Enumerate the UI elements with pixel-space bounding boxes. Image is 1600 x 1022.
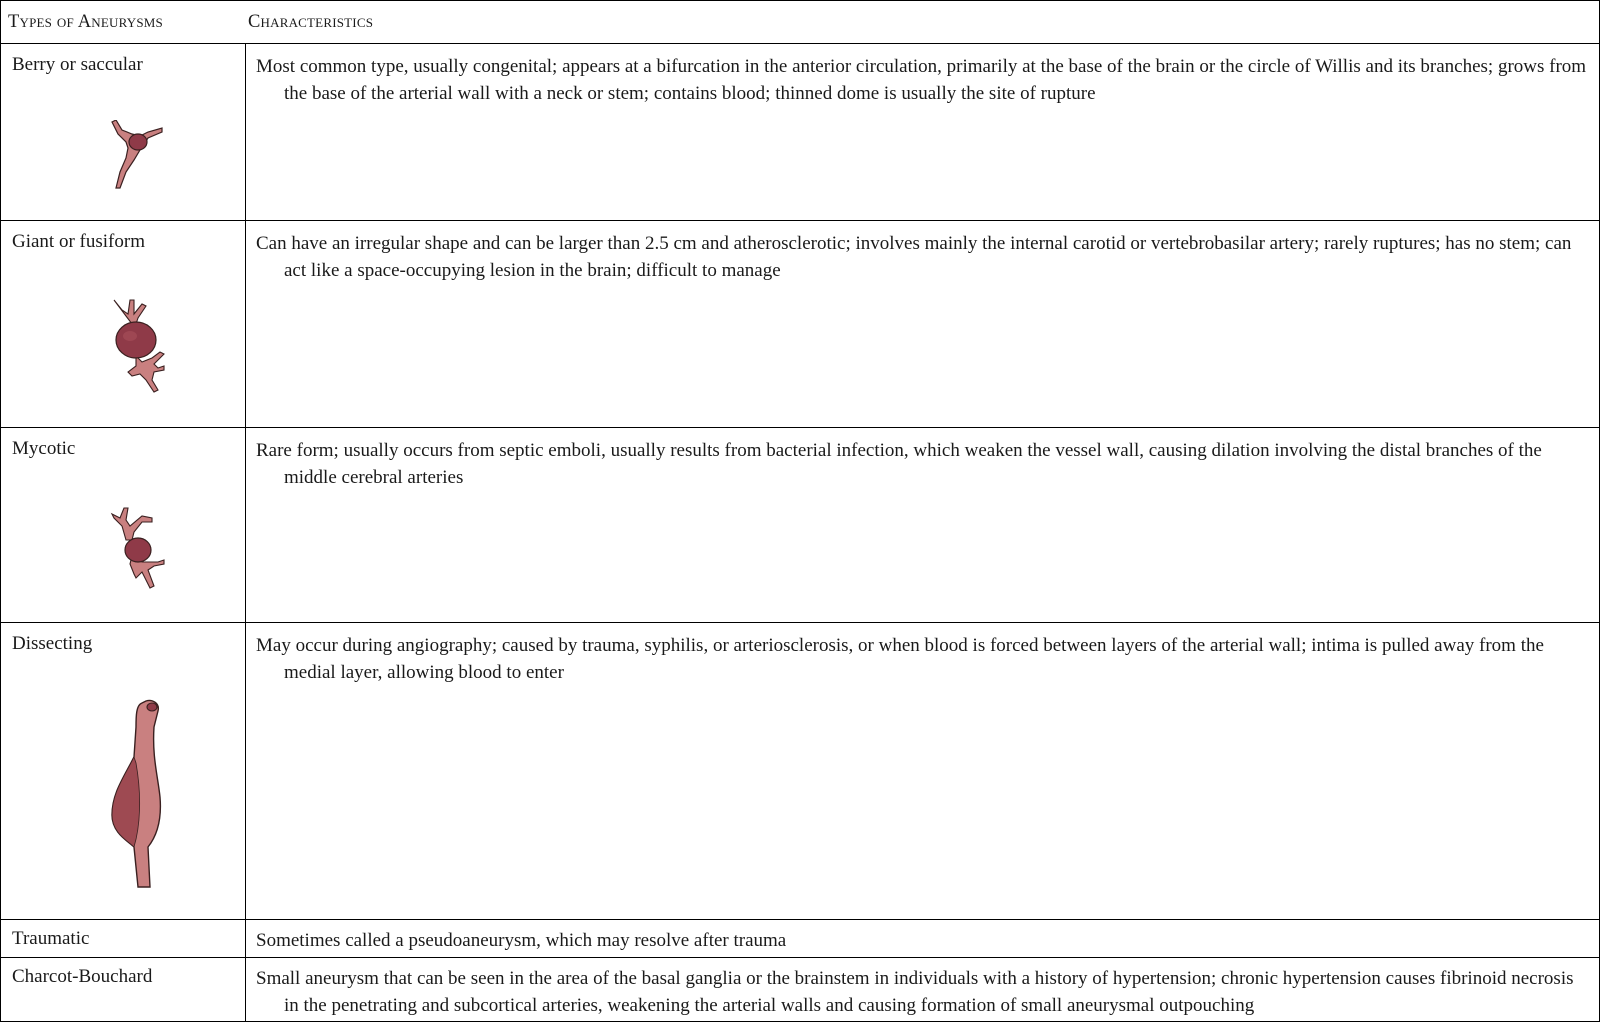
type-characteristics: May occur during angiography; caused by trauma, syphilis, or arteriosclerosis, or when blood is forced between layers of the arterial wall; intima is pulled away from the medial layer, allowing blood to enter [256, 635, 1544, 683]
table-row [0, 920, 1600, 957]
dissecting-aneurysm-illustration [106, 697, 170, 893]
table-row [0, 221, 1600, 427]
table-row [0, 623, 1600, 919]
table-row [0, 958, 1600, 1021]
type-characteristics: Sometimes called a pseudoaneurysm, which may resolve after trauma [256, 930, 787, 951]
table-row [0, 428, 1600, 622]
fusiform-aneurysm-illustration [108, 296, 168, 396]
type-name: Berry or saccular [12, 54, 143, 75]
type-name: Giant or fusiform [12, 231, 145, 252]
type-name: Traumatic [12, 928, 90, 949]
mycotic-aneurysm-illustration [108, 504, 168, 594]
table-row [0, 44, 1600, 220]
type-characteristics: Most common type, usually congenital; appears at a bifurcation in the anterior circulation, primarily at the base of the brain or the circle of Willis and its branches; grows from the base of the arterial wall with a neck or stem; contains blood; thinned dome is usually the site of rupture [256, 56, 1587, 104]
berry-aneurysm-illustration [104, 120, 168, 192]
type-characteristics: Small aneurysm that can be seen in the area of the basal ganglia or the brainstem in individuals with a history of hypertension; chronic hypertension causes fibrinoid necrosis in the penetrating and subcortical arteries, weakening the arterial walls and causing formation of small aneurysmal outpouching [256, 968, 1574, 1016]
type-name: Dissecting [12, 633, 93, 654]
type-characteristics: Can have an irregular shape and can be larger than 2.5 cm and atherosclerotic; involves mainly the internal carotid or vertebrobasilar artery; rarely ruptures; has no stem; can act like a space-occupying lesion in the brain; difficult to manage [256, 233, 1572, 281]
type-name: Mycotic [12, 438, 76, 459]
type-characteristics: Rare form; usually occurs from septic emboli, usually results from bacterial infection, which weaken the vessel wall, causing dilation involving the distal branches of the middle cerebral arteries [256, 440, 1542, 488]
table-header [0, 0, 1600, 43]
type-name: Charcot-Bouchard [12, 966, 153, 987]
header-characteristics: Characteristics [248, 12, 374, 32]
header-types: Types of Aneurysms [8, 12, 163, 32]
